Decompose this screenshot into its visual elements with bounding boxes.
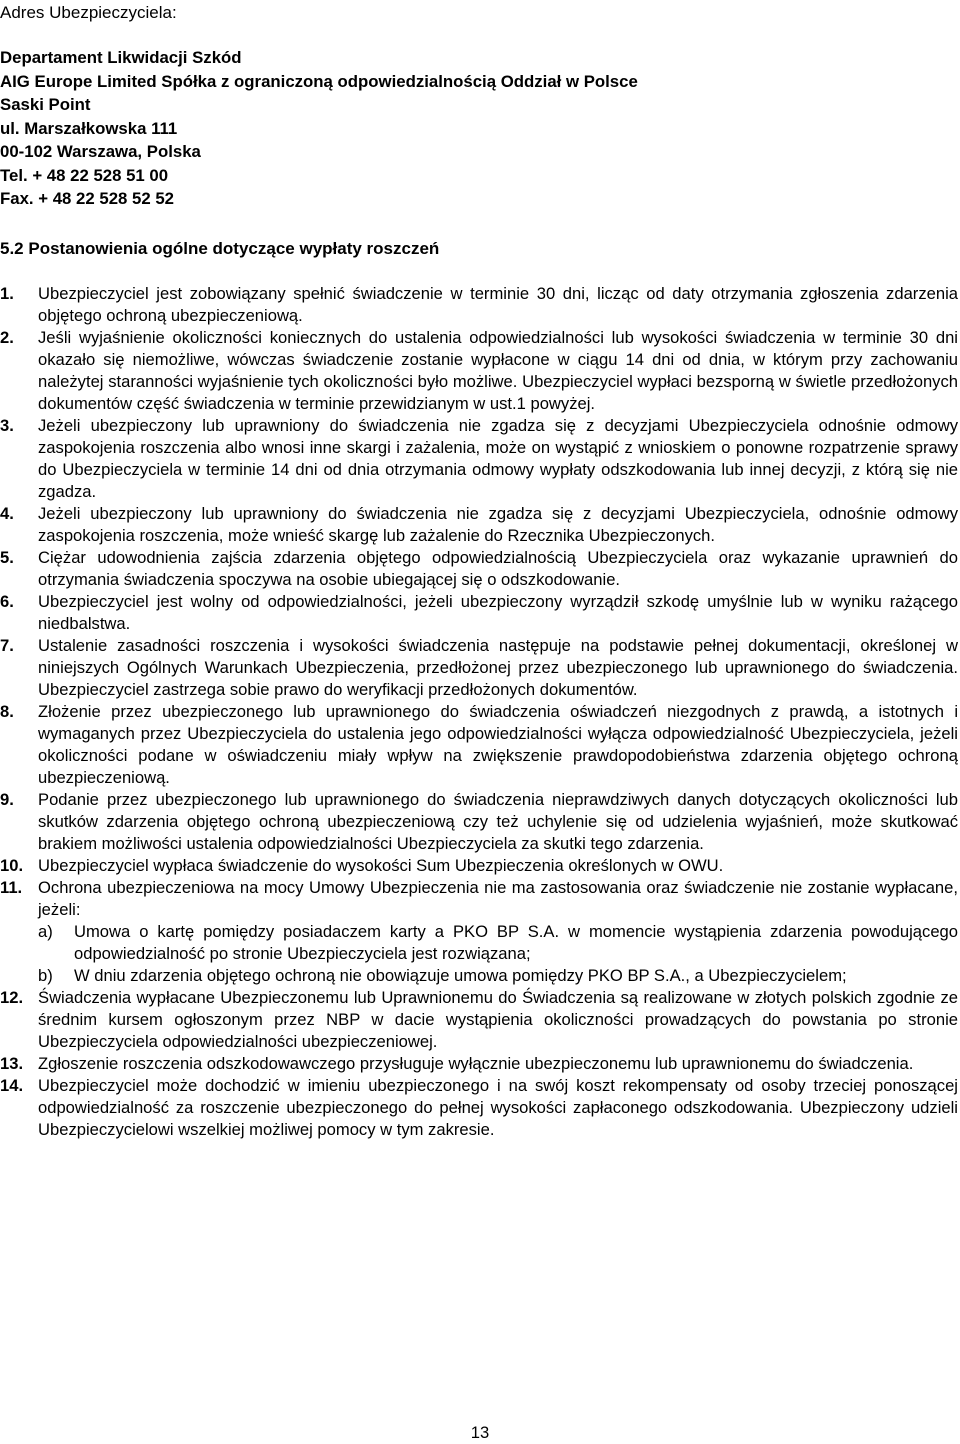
list-item [0,415,958,503]
list-item [0,591,958,635]
sub-list-item [38,965,958,987]
list-item [0,1075,958,1141]
list-item-number: 3. [0,416,14,435]
list-item-text: Złożenie przez ubezpieczonego lub uprawnionego do świadczenia oświadczeń niezgodnych z prawdą, a istotnych i wymaganych przez Ubezpieczyciela do ustalenia jego odpowiedzialności wyłącza odpowiedzialność Ubezpieczyciela, jeżeli okoliczności podane w oświadczeniu miały wpływ na zwiększenie prawdopodobieństwa zdarzenia objętego ochroną ubezpieczeniową. [38,702,958,787]
list-item-text: Jeżeli ubezpieczony lub uprawniony do świadczenia nie zgadza się z decyzjami Ubezpieczyciela, odnośnie odmowy zaspokojenia roszczenia, może wnieść skargę lub zażalenie do Rzecznika Ubezpieczonych. [38,504,958,545]
list-item [0,789,958,855]
list-item-number: 7. [0,636,14,655]
section-heading: 5.2 Postanowienia ogólne dotyczące wypłaty roszczeń [0,239,440,258]
list-item-number: 1. [0,284,14,303]
address-label: Adres Ubezpieczyciela: [0,3,177,22]
list-item [0,503,958,547]
list-item [0,1053,958,1075]
list-item [0,987,958,1053]
numbered-list [0,283,958,1141]
list-item-text: Ubezpieczyciel może dochodzić w imieniu ubezpieczonego i na swój koszt rekompensaty od osoby trzeciej ponoszącej odpowiedzialność za roszczenie ubezpieczonego do pełnej wysokości zapłaconego odszkodowania. Ubezpieczony udzieli Ubezpieczycielowi wszelkiej możliwej pomocy w tym zakresie. [38,1076,958,1139]
address-line-phone: Tel. + 48 22 528 51 00 [0,165,169,185]
list-item [0,547,958,591]
address-line-company: AIG Europe Limited Spółka z ograniczoną odpowiedzialnością Oddział w Polsce [0,71,638,91]
sub-list-item-letter: a) [38,922,53,941]
list-item-text: Ubezpieczyciel jest zobowiązany spełnić świadczenie w terminie 30 dni, licząc od daty otrzymania zgłoszenia zdarzenia objętego ochroną ubezpieczeniową. [38,284,958,325]
address-block [0,46,900,211]
list-item-text: Ustalenie zasadności roszczenia i wysokości świadczenia następuje na podstawie pełnej dokumentacji, określonej w niniejszych Ogólnych Warunkach Ubezpieczenia, przedłożonej przez ubezpieczonego lub uprawnionego do świadczenia. Ubezpieczyciel zastrzega sobie prawo do weryfikacji przedłożonych dokumentów. [38,636,958,699]
list-item-number: 11. [0,878,23,897]
list-item-number: 6. [0,592,14,611]
page-number: 13 [470,1423,490,1442]
list-item [0,701,958,789]
list-item [0,635,958,701]
list-item-number: 12. [0,988,24,1007]
list-item-text: Ubezpieczyciel jest wolny od odpowiedzialności, jeżeli ubezpieczony wyrządził szkodę umyślnie lub w wyniku rażącego niedbalstwa. [38,592,958,633]
list-item-number: 2. [0,328,14,347]
list-item-number: 4. [0,504,14,523]
list-item-number: 8. [0,702,14,721]
address-line-department: Departament Likwidacji Szkód [0,48,242,67]
list-item-text: Ubezpieczyciel wypłaca świadczenie do wysokości Sum Ubezpieczenia określonych w OWU. [38,856,724,875]
sub-list-item [38,921,958,965]
list-item-number: 14. [0,1076,24,1095]
address-line-city: 00-102 Warszawa, Polska [0,142,201,161]
sub-list-item-text: Umowa o kartę pomiędzy posiadaczem karty a PKO BP S.A. w momencie wystąpienia zdarzenia powodującego odpowiedzialność po stronie Ubezpieczyciela jest rozwiązana; [74,922,958,963]
list-item-text: Podanie przez ubezpieczonego lub uprawnionego do świadczenia nieprawdziwych danych dotyczących okoliczności lub skutków zdarzenia objętego ochroną ubezpieczeniową czy też uchylenie się od udzielenia wyjaśnień, może skutkować brakiem możliwości ustalenia odpowiedzialności Ubezpieczyciela za skutki tego zdarzenia. [38,790,958,853]
list-item-text: Jeśli wyjaśnienie okoliczności koniecznych do ustalenia odpowiedzialności lub wysokości świadczenia w terminie 30 dni okazało się niemożliwe, wówczas świadczenie zostanie wypłacone w ciągu 14 dni od dnia, w którym przy zachowaniu należytej staranności wyjaśnienie tych okoliczności było możliwe. Ubezpieczyciel wypłaci bezsporną w świetle przedłożonych dokumentów część świadczenia w terminie przewidzianym w ust.1 powyżej. [38,328,958,413]
list-item-text: Ochrona ubezpieczeniowa na mocy Umowy Ubezpieczenia nie ma zastosowania oraz świadczenie nie zostanie wypłacane, jeżeli: [38,878,958,919]
list-item-text: Jeżeli ubezpieczony lub uprawniony do świadczenia nie zgadza się z decyzjami Ubezpieczyciela odnośnie odmowy zaspokojenia roszczenia albo wnosi inne skargi i zażalenia, może on wystąpić z wnioskiem o ponowne rozpatrzenie sprawy do Ubezpieczyciela w terminie 14 dni od dnia otrzymania odmowy wypłaty odszkodowania lub innej decyzji, z którą się nie zgadza. [38,416,958,501]
list-item-text: Zgłoszenie roszczenia odszkodowawczego przysługuje wyłącznie ubezpieczonemu lub uprawnionemu do świadczenia. [38,1054,914,1073]
sub-list-item-letter: b) [38,966,53,985]
list-item-text: Ciężar udowodnienia zajścia zdarzenia objętego odpowiedzialnością Ubezpieczyciela oraz wykazanie uprawnień do otrzymania świadczenia spoczywa na osobie ubiegającej się o odszkodowanie. [38,548,958,589]
sub-list [38,921,958,987]
list-item-number: 5. [0,548,14,567]
address-line-fax: Fax. + 48 22 528 52 52 [0,189,175,208]
list-item-text: Świadczenia wypłacane Ubezpieczonemu lub Uprawnionemu do Świadczenia są realizowane w złotych polskich zgodnie ze średnim kursem ogłoszonym przez NBP w dacie wystąpienia okoliczności prowadzących do powstania po stronie Ubezpieczyciela odpowiedzialności ubezpieczeniowej. [38,988,958,1051]
sub-list-item-text: W dniu zdarzenia objętego ochroną nie obowiązuje umowa pomiędzy PKO BP S.A., a Ubezpieczycielem; [74,966,847,985]
list-item [0,283,958,327]
list-item-number: 10. [0,856,24,875]
list-item [0,877,958,987]
list-item-number: 13. [0,1054,24,1073]
address-line-building: Saski Point [0,95,91,114]
list-item [0,327,958,415]
list-item [0,855,958,877]
address-line-street: ul. Marszałkowska 111 [0,118,178,138]
list-item-number: 9. [0,790,14,809]
